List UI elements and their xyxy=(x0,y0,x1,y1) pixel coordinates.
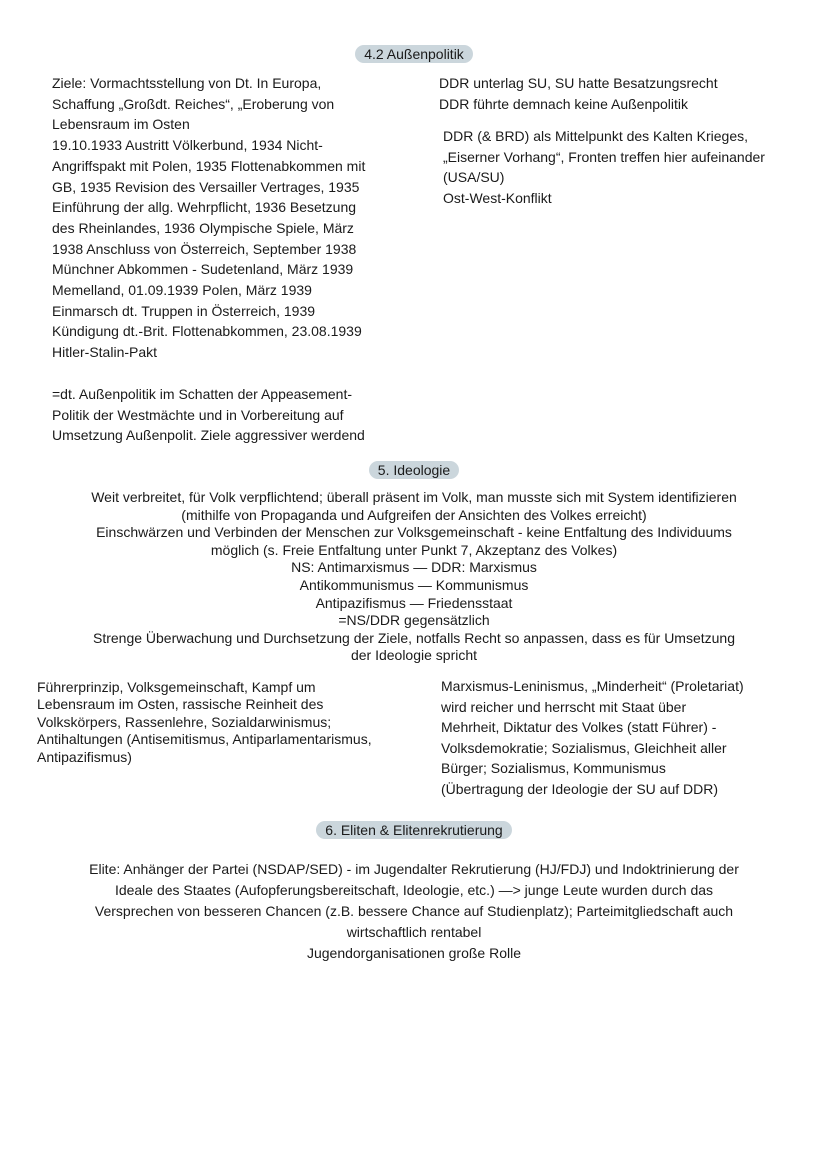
heading-aussenpolitik xyxy=(0,46,828,62)
heading-ideologie-label: 5. Ideologie xyxy=(369,461,459,479)
ideologie-summary xyxy=(0,489,828,665)
text-line: Strenge Überwachung und Durchsetzung der Ziele, notfalls Recht so anpassen, dass es für Umsetzung xyxy=(92,629,736,646)
heading-eliten xyxy=(0,822,828,838)
aussenpolitik-ns-column xyxy=(52,73,365,363)
eliten-text xyxy=(0,859,828,964)
text-line: Ideale des Staates (Aufopferungsbereitschaft, Ideologie, etc.) —> junge Leute wurden durch das xyxy=(114,882,714,898)
text-line: Führerprinzip, Volksgemeinschaft, Kampf um xyxy=(37,679,316,695)
text-line: Antihaltungen (Antisemitismus, Antiparlamentarismus, xyxy=(37,731,372,748)
text-line: Antikommunismus — Kommunismus xyxy=(299,576,529,593)
text-line: 19.10.1933 Austritt Völkerbund, 1934 Nicht- xyxy=(52,137,323,154)
text-line: Politik der Westmächte und in Vorbereitung auf xyxy=(52,406,344,423)
text-line: Antipazifismus — Friedensstaat xyxy=(315,594,513,611)
aussenpolitik-ddr-column-a xyxy=(439,73,718,114)
text-line: Versprechen von besseren Chancen (z.B. bessere Chance auf Studienplatz); Parteimitgliedschaft auch xyxy=(94,903,734,919)
text-line: wird reicher und herrscht mit Staat über xyxy=(441,698,687,715)
text-line: Bürger; Sozialismus, Kommunismus xyxy=(441,760,666,777)
text-line: Angriffspakt mit Polen, 1935 Flottenabkommen mit xyxy=(52,157,366,174)
text-line: Elite: Anhänger der Partei (NSDAP/SED) - im Jugendalter Rekrutierung (HJ/FDJ) und Indoktrinierung der xyxy=(89,861,739,877)
text-line: DDR führte demnach keine Außenpolitik xyxy=(439,95,689,112)
text-line: 1938 Anschluss von Österreich, September 1938 xyxy=(52,240,357,257)
heading-ideologie xyxy=(0,462,828,478)
text-line: NS: Antimarxismus — DDR: Marxismus xyxy=(291,559,537,576)
text-line: =NS/DDR gegensätzlich xyxy=(338,612,490,629)
text-line: Einschwärzen und Verbinden der Menschen zur Volksgemeinschaft - keine Entfaltung des Individuums xyxy=(96,524,732,541)
text-line: (mithilfe von Propaganda und Aufgreifen der Ansichten des Volkes erreicht) xyxy=(181,506,647,523)
text-line: DDR unterlag SU, SU hatte Besatzungsrecht xyxy=(439,75,718,91)
text-line: Einführung der allg. Wehrpflicht, 1936 Besetzung xyxy=(52,199,357,216)
text-line: „Eiserner Vorhang“, Fronten treffen hier aufeinander xyxy=(443,148,765,165)
text-line: der Ideologie spricht xyxy=(350,647,478,664)
heading-aussenpolitik-label: 4.2 Außenpolitik xyxy=(355,45,473,63)
text-line: =dt. Außenpolitik im Schatten der Appeasement- xyxy=(52,386,353,402)
text-line: Jugendorganisationen große Rolle xyxy=(306,945,522,961)
text-line: Weit verbreitet, für Volk verpflichtend; überall präsent im Volk, man musste sich mit System identifizieren xyxy=(91,489,737,505)
text-line: wirtschaftlich rentabel xyxy=(346,924,482,940)
aussenpolitik-ns-summary xyxy=(52,384,365,446)
text-line: (USA/SU) xyxy=(443,169,505,186)
text-line: Münchner Abkommen - Sudetenland, März 1939 xyxy=(52,261,354,278)
heading-eliten-label: 6. Eliten & Elitenrekrutierung xyxy=(316,821,511,839)
text-line: GB, 1935 Revision des Versailler Vertrages, 1935 xyxy=(52,178,360,195)
text-line: Ziele: Vormachtsstellung von Dt. In Europa, xyxy=(52,75,322,91)
text-line: Schaffung „Großdt. Reiches“, „Eroberung von xyxy=(52,95,335,112)
text-line: Lebensraum im Osten xyxy=(52,116,190,133)
text-line: Lebensraum im Osten, rassische Reinheit des xyxy=(37,696,324,713)
text-line: Hitler-Stalin-Pakt xyxy=(52,344,158,361)
text-line: Mehrheit, Diktatur des Volkes (statt Führer) - xyxy=(441,719,717,736)
text-line: möglich (s. Freie Entfaltung unter Punkt 7, Akzeptanz des Volkes) xyxy=(210,541,618,558)
ideologie-ddr-column xyxy=(441,676,744,800)
text-line: Antipazifismus) xyxy=(37,748,132,765)
text-line: Einmarsch dt. Truppen in Österreich, 1939 xyxy=(52,302,316,319)
ideologie-ns-column xyxy=(37,679,372,766)
text-line: Ost-West-Konflikt xyxy=(443,190,552,207)
text-line: Kündigung dt.-Brit. Flottenabkommen, 23.08.1939 xyxy=(52,323,362,340)
text-line: Umsetzung Außenpolit. Ziele aggressiver werdend xyxy=(52,427,365,444)
text-line: Marxismus-Leninismus, „Minderheit“ (Proletariat) xyxy=(441,678,744,694)
text-line: Volkskörpers, Rassenlehre, Sozialdarwinismus; xyxy=(37,713,332,730)
text-line: (Übertragung der Ideologie der SU auf DDR) xyxy=(441,780,719,797)
text-line: Volksdemokratie; Sozialismus, Gleichheit aller xyxy=(441,739,727,756)
aussenpolitik-ddr-column-b xyxy=(443,126,765,209)
text-line: des Rheinlandes, 1936 Olympische Spiele, März xyxy=(52,219,354,236)
text-line: Memelland, 01.09.1939 Polen, März 1939 xyxy=(52,282,312,299)
text-line: DDR (& BRD) als Mittelpunkt des Kalten Krieges, xyxy=(443,128,748,144)
